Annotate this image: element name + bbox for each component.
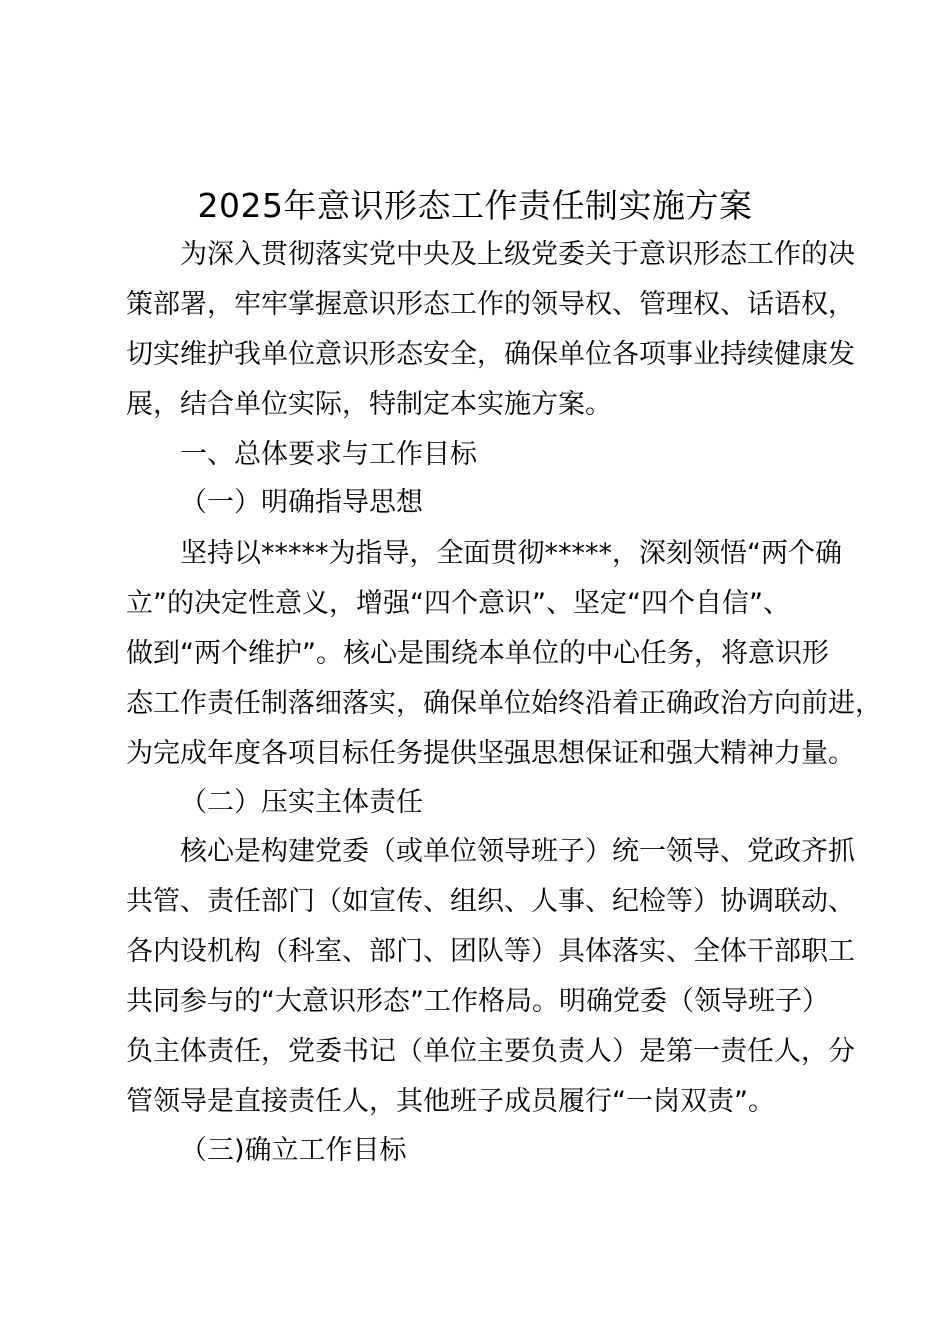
intro-line: 策部署，牢牢掌握意识形态工作的领导权、管理权、话语权， — [126, 289, 855, 320]
paragraph-line: 核心是构建党委（或单位领导班子）统一领导、党政齐抓 — [180, 836, 855, 867]
subsection3-heading: （三)确立工作目标 — [180, 1135, 407, 1166]
subsection1-paragraph — [126, 529, 882, 779]
intro-paragraph — [126, 230, 856, 430]
paragraph-line: 为完成年度各项目标任务提供坚强思想保证和强大精神力量。 — [126, 738, 855, 769]
paragraph-line: 立”的决定性意义，增强“四个意识”、坚定“四个自信”、 — [126, 588, 790, 619]
paragraph-line: 负主体责任，党委书记（单位主要负责人）是第一责任人，分 — [126, 1036, 855, 1067]
subsection2-paragraph — [126, 827, 856, 1127]
document-title: 2025年意识形态工作责任制实施方案 — [197, 186, 753, 225]
subsection1-heading: （一）明确指导思想 — [180, 487, 423, 518]
paragraph-line: 管领导是直接责任人，其他班子成员履行“一岗双责”。 — [126, 1086, 775, 1117]
paragraph-line: 共管、责任部门（如宣传、组织、人事、纪检等）协调联动、 — [126, 886, 855, 917]
paragraph-line: 态工作责任制落细落实，确保单位始终沿着正确政治方向前进， — [126, 688, 882, 719]
paragraph-line: 坚持以*****为指导，全面贯彻*****，深刻领悟“两个确 — [180, 538, 842, 569]
subsection2-heading: （二）压实主体责任 — [180, 787, 423, 818]
intro-line: 展，结合单位实际，特制定本实施方案。 — [126, 389, 612, 420]
intro-line: 为深入贯彻落实党中央及上级党委关于意识形态工作的决 — [180, 239, 855, 270]
paragraph-line: 做到“两个维护”。核心是围绕本单位的中心任务，将意识形 — [126, 638, 829, 669]
section1-heading: 一、总体要求与工作目标 — [180, 439, 477, 470]
paragraph-line: 共同参与的“大意识形态”工作格局。明确党委（领导班子） — [126, 986, 829, 1017]
intro-line: 切实维护我单位意识形态安全，确保单位各项事业持续健康发 — [126, 339, 855, 370]
paragraph-line: 各内设机构（科室、部门、团队等）具体落实、全体干部职工 — [126, 936, 855, 967]
